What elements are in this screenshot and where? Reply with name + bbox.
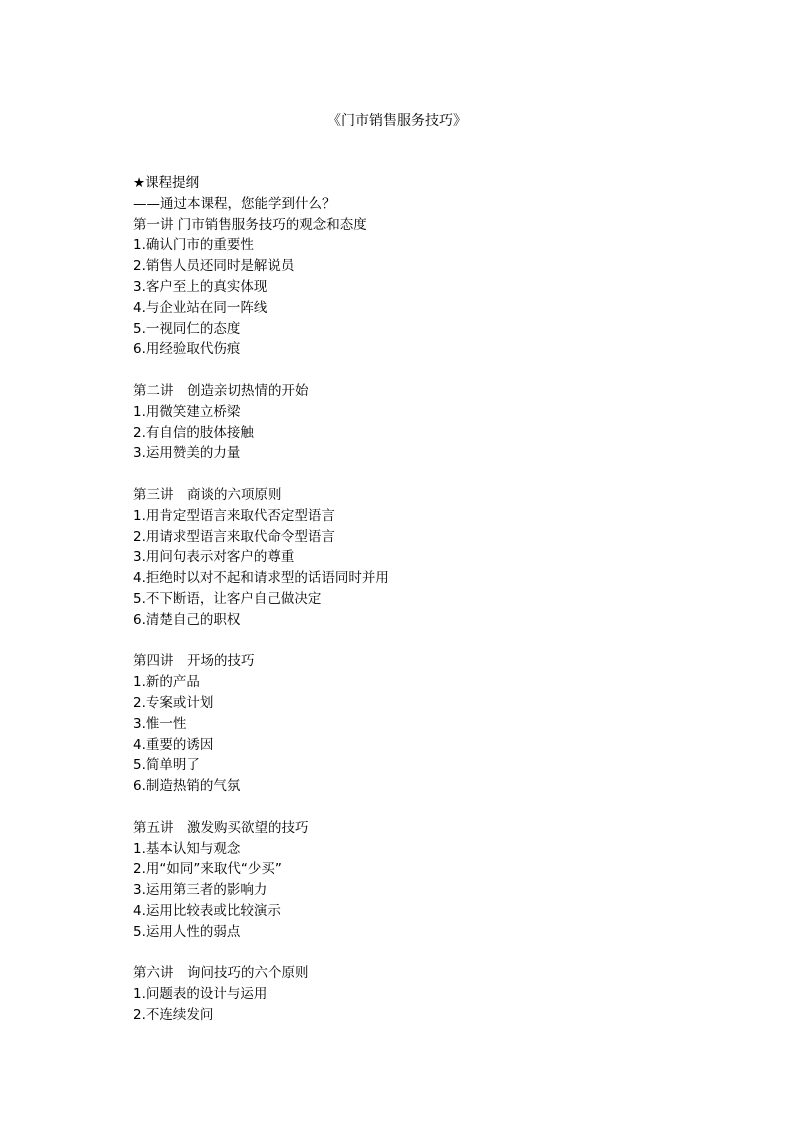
lecture-item: 1.基本认知与观念 — [133, 840, 241, 857]
lecture-item: 4.重要的诱因 — [133, 736, 214, 753]
lecture-item: 2.销售人员还同时是解说员 — [133, 258, 295, 275]
lecture-item: 2.用请求型语言来取代命令型语言 — [133, 528, 335, 545]
course-outline — [133, 173, 753, 1026]
lecture-item: 2.有自信的肢体接触 — [133, 424, 254, 441]
blank-line — [133, 631, 753, 652]
lecture-item: 1.用微笑建立桥梁 — [133, 403, 241, 420]
lecture-section — [133, 963, 753, 1025]
lecture-item: 2.不连续发问 — [133, 1006, 214, 1023]
lecture-section — [133, 651, 753, 797]
lecture-item: 1.新的产品 — [133, 674, 200, 691]
lecture-title: 第四讲 开场的技巧 — [133, 653, 255, 670]
lecture-section — [133, 485, 753, 631]
lecture-item: 3.客户至上的真实体现 — [133, 278, 268, 295]
lecture-item: 6.用经验取代伤痕 — [133, 341, 241, 358]
blank-line — [133, 464, 753, 485]
blank-line — [133, 797, 753, 818]
lecture-title: 第二讲 创造亲切热情的开始 — [133, 382, 309, 399]
outline-subheading: ——通过本课程，您能学到什么？ — [133, 195, 336, 212]
lecture-item: 3.惟一性 — [133, 715, 187, 732]
lecture-item: 4.运用比较表或比较演示 — [133, 902, 281, 919]
blank-line — [133, 942, 753, 963]
lecture-title: 第一讲 门市销售服务技巧的观念和态度 — [133, 216, 367, 233]
lecture-title: 第三讲 商谈的六项原则 — [133, 486, 282, 503]
outline-heading: ★课程提纲 — [133, 175, 200, 191]
lecture-item: 5.运用人性的弱点 — [133, 923, 241, 940]
lecture-item: 3.运用第三者的影响力 — [133, 882, 268, 899]
lecture-item: 6.制造热销的气氛 — [133, 778, 241, 795]
lecture-item: 3.运用赞美的力量 — [133, 445, 241, 462]
lecture-title: 第六讲 询问技巧的六个原则 — [133, 965, 309, 982]
lecture-item: 5.不下断语，让客户自己做决定 — [133, 590, 322, 607]
lecture-item: 4.与企业站在同一阵线 — [133, 299, 268, 316]
document-title: 《门市销售服务技巧》 — [327, 113, 467, 129]
lecture-section — [133, 215, 753, 361]
lecture-item: 3.用问句表示对客户的尊重 — [133, 549, 295, 566]
lecture-section — [133, 818, 753, 943]
lecture-item: 4.拒绝时以对不起和请求型的话语同时并用 — [133, 570, 389, 587]
lecture-section — [133, 381, 753, 464]
lecture-item: 5.一视同仁的态度 — [133, 320, 241, 337]
blank-line — [133, 360, 753, 381]
lecture-item: 2.用“如同”来取代“少买” — [133, 861, 282, 878]
lecture-item: 1.确认门市的重要性 — [133, 237, 254, 254]
lecture-title: 第五讲 激发购买欲望的技巧 — [133, 819, 309, 836]
lecture-item: 1.用肯定型语言来取代否定型语言 — [133, 507, 335, 524]
lecture-item: 6.清楚自己的职权 — [133, 611, 241, 628]
lecture-item: 2.专案或计划 — [133, 694, 214, 711]
lecture-item: 5.简单明了 — [133, 757, 200, 774]
lecture-item: 1.问题表的设计与运用 — [133, 986, 268, 1003]
